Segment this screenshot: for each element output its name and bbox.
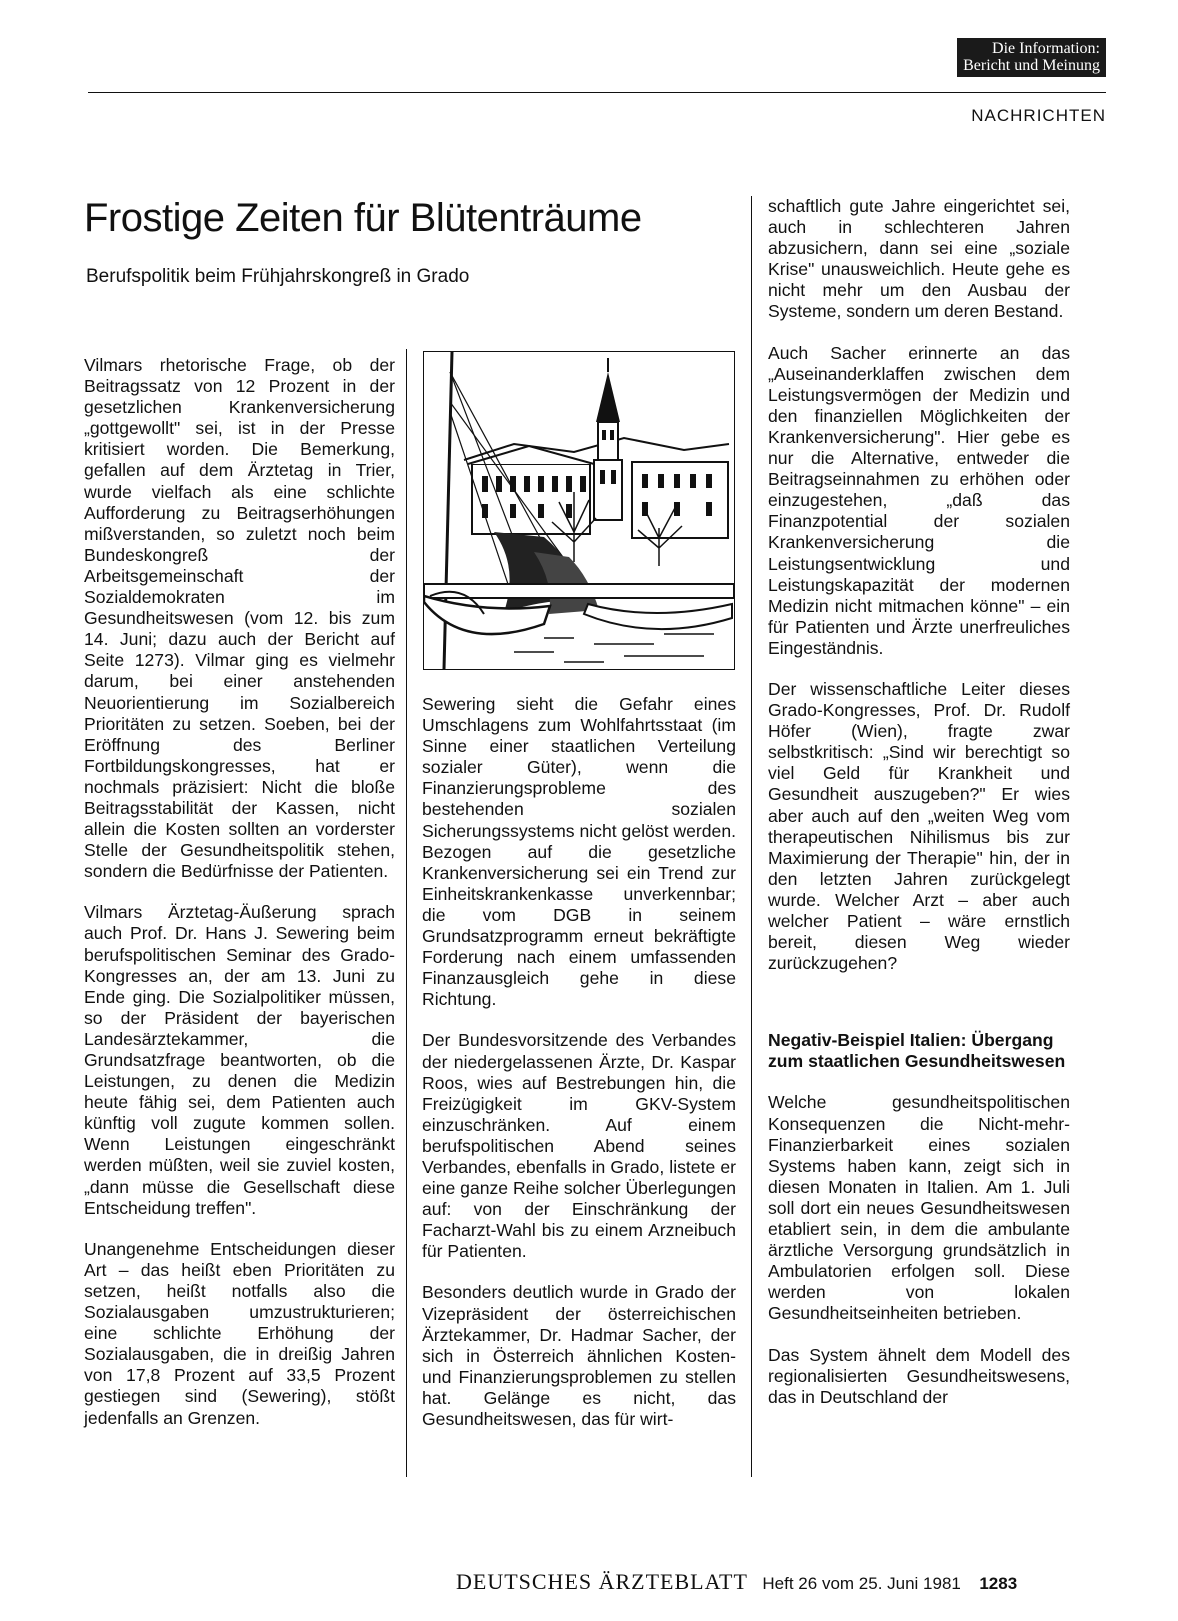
article-column-3 bbox=[768, 196, 1070, 1408]
paragraph: Vilmars Ärztetag-Äußerung sprach auch Prof. Dr. Hans J. Sewering beim berufspolitischen Seminar des Grado-Kongresses an, der am 13. Juni zu Ende ging. Die Sozialpolitiker müssen, so der Präsident der bayerischen Landesärztekammer, die Grundsatzfrage beantworten, ob die Leistungen, zu denen die Medizin heute fähig sei, dem Patienten auch künftig voll zugute kommen sollen. Wenn Leistungen eingeschränkt werden müßten, weil sie zuviel kosten, „dann müsse die Gesellschaft diese Entscheidung treffen". bbox=[84, 902, 395, 1218]
column-rule-2 bbox=[751, 196, 752, 1477]
issue-info: Heft 26 vom 25. Juni 1981 bbox=[762, 1574, 961, 1593]
paragraph: Der wissenschaftliche Leiter dieses Grado-Kongresses, Prof. Dr. Rudolf Höfer (Wien), fragte zwar selbstkritisch: „Sind wir berechtigt so viel Geld für Krankheit und Gesundheit auszugeben?" Er wies aber auch auf den „weiten Weg vom therapeutischen Nihilismus bis zur Maximierung der Therapie" hin, der in den letzten Jahren zurückgelegt wurde. Welcher Arzt – aber auch welcher Patient – wäre ernstlich bereit, diesen Weg wieder zurückzugehen? bbox=[768, 678, 1070, 974]
page-number: 1283 bbox=[979, 1574, 1018, 1593]
harbor-illustration bbox=[423, 351, 735, 670]
page-footer bbox=[456, 1569, 1017, 1595]
paragraph: Vilmars rhetorische Frage, ob der Beitragssatz von 12 Prozent in der gesetzlichen Krankenversicherung „gottgewollt" sei, ist in der Presse kritisiert worden. Die Bemerkung, gefallen auf dem Ärztetag in Trier, wurde vielfach als eine schlichte Aufforderung zu Beitragserhöhungen mißverstanden, so zuletzt noch beim Bundeskongreß der Arbeitsgemeinschaft der Sozialdemokraten im Gesundheitswesen (vom 12. bis zum 14. Juni; dazu auch der Bericht auf Seite 1273). Vilmar ging es vielmehr darum, bei einer anstehenden Neuorientierung im Sozialbereich Prioritäten zu setzen. Soeben, bei der Eröffnung des Berliner Fortbildungskongresses, hat er nochmals präzisiert: Nicht die bloße Beitragsstabilität der Kassen, nicht allein die Kosten sollten an vorderster Stelle der Gesundheitspolitik stehen, sondern die Bedürfnisse der Patienten. bbox=[84, 355, 395, 882]
article-subtitle: Berufspolitik beim Frühjahrskongreß in Grado bbox=[86, 266, 470, 287]
header-rule bbox=[88, 92, 1106, 93]
section-badge bbox=[957, 38, 1106, 77]
badge-line-1: Die Information: bbox=[992, 40, 1100, 57]
paragraph: Sewering sieht die Gefahr eines Umschlagens zum Wohlfahrtsstaat (im Sinne einer staatlichen Verteilung sozialer Güter), wenn die Finanzierungsprobleme des bestehenden sozialen Sicherungssystems nicht gelöst werden. Bezogen auf die gesetzliche Krankenversicherung sei ein Trend zur Einheitskrankenkasse unverkennbar; die vom DGB in seinem Grundsatzprogramm erneut bekräftigte Forderung nach einem umfassenden Finanzausgleich gehe in diese Richtung. bbox=[422, 694, 736, 1010]
illustration-drawing bbox=[424, 352, 734, 669]
badge-line-2: Bericht und Meinung bbox=[963, 57, 1100, 74]
section-subheading: Negativ-Beispiel Italien: Übergang zum staatlichen Gesundheitswesen bbox=[768, 1030, 1066, 1072]
article-title: Frostige Zeiten für Blütenträume bbox=[84, 196, 642, 240]
paragraph: Das System ähnelt dem Modell des regionalisierten Gesundheitswesens, das in Deutschland der bbox=[768, 1344, 1070, 1407]
paragraph: Besonders deutlich wurde in Grado der Vizepräsident der österreichischen Ärztekammer, Dr. Hadmar Sacher, der sich in Österreich ähnlichen Kosten- und Finanzierungsproblemen zu stellen hat. Gelänge es nicht, das Gesundheitswesen, das für wirt- bbox=[422, 1282, 736, 1429]
article-column-2 bbox=[422, 694, 736, 1430]
article-column-1 bbox=[84, 355, 395, 1429]
paragraph: Welche gesundheitspolitischen Konsequenzen die Nicht-mehr-Finanzierbarkeit eines sozialen Systems haben kann, zeigt sich in diesen Monaten in Italien. Am 1. Juli soll dort ein neues Gesundheitswesen etabliert sein, in dem die ambulante ärztliche Versorgung grundsätzlich in Ambulatorien erfolgen soll. Diese werden von lokalen Gesundheitseinheiten betrieben. bbox=[768, 1092, 1070, 1324]
journal-name: DEUTSCHES ÄRZTEBLATT bbox=[456, 1569, 748, 1594]
column-rule-1 bbox=[406, 349, 407, 1477]
paragraph: Der Bundesvorsitzende des Verbandes der niedergelassenen Ärzte, Dr. Kaspar Roos, wies auf Bestrebungen hin, die Freizügigkeit im GKV-System einzuschränken. Auf einem berufspolitischen Abend seines Verbandes, ebenfalls in Grado, listete er eine ganze Reihe solcher Überlegungen auf: von der Einschränkung der Facharzt-Wahl bis zu einem Arzneibuch für Patienten. bbox=[422, 1030, 736, 1262]
paragraph: Auch Sacher erinnerte an das „Auseinanderklaffen zwischen dem Leistungsvermögen der Medizin und den finanziellen Möglichkeiten der Krankenversicherung". Hier gebe es nur die Alternative, entweder die Beitragseinnahmen zu erhöhen oder einzugestehen, „daß das Finanzpotential der sozialen Krankenversicherung die Leistungsentwicklung und Leistungskapazität der modernen Medizin nicht mitmachen könne" – ein für Patienten und Ärzte unerfreuliches Eingeständnis. bbox=[768, 342, 1070, 658]
section-label: NACHRICHTEN bbox=[971, 106, 1106, 125]
paragraph: Unangenehme Entscheidungen dieser Art – das heißt eben Prioritäten zu setzen, heißt notfalls also die Sozialausgaben umzustrukturieren; eine schlichte Erhöhung der Sozialausgaben, die in dreißig Jahren von 17,8 Prozent auf 33,5 Prozent gestiegen sind (Sewering), stößt jedenfalls an Grenzen. bbox=[84, 1238, 395, 1428]
paragraph: schaftlich gute Jahre eingerichtet sei, auch in schlechteren Jahren abzusichern, dann sei eine „soziale Krise" unausweichlich. Heute gehe es nicht mehr um den Ausbau der Systeme, sondern um deren Bestand. bbox=[768, 196, 1070, 322]
